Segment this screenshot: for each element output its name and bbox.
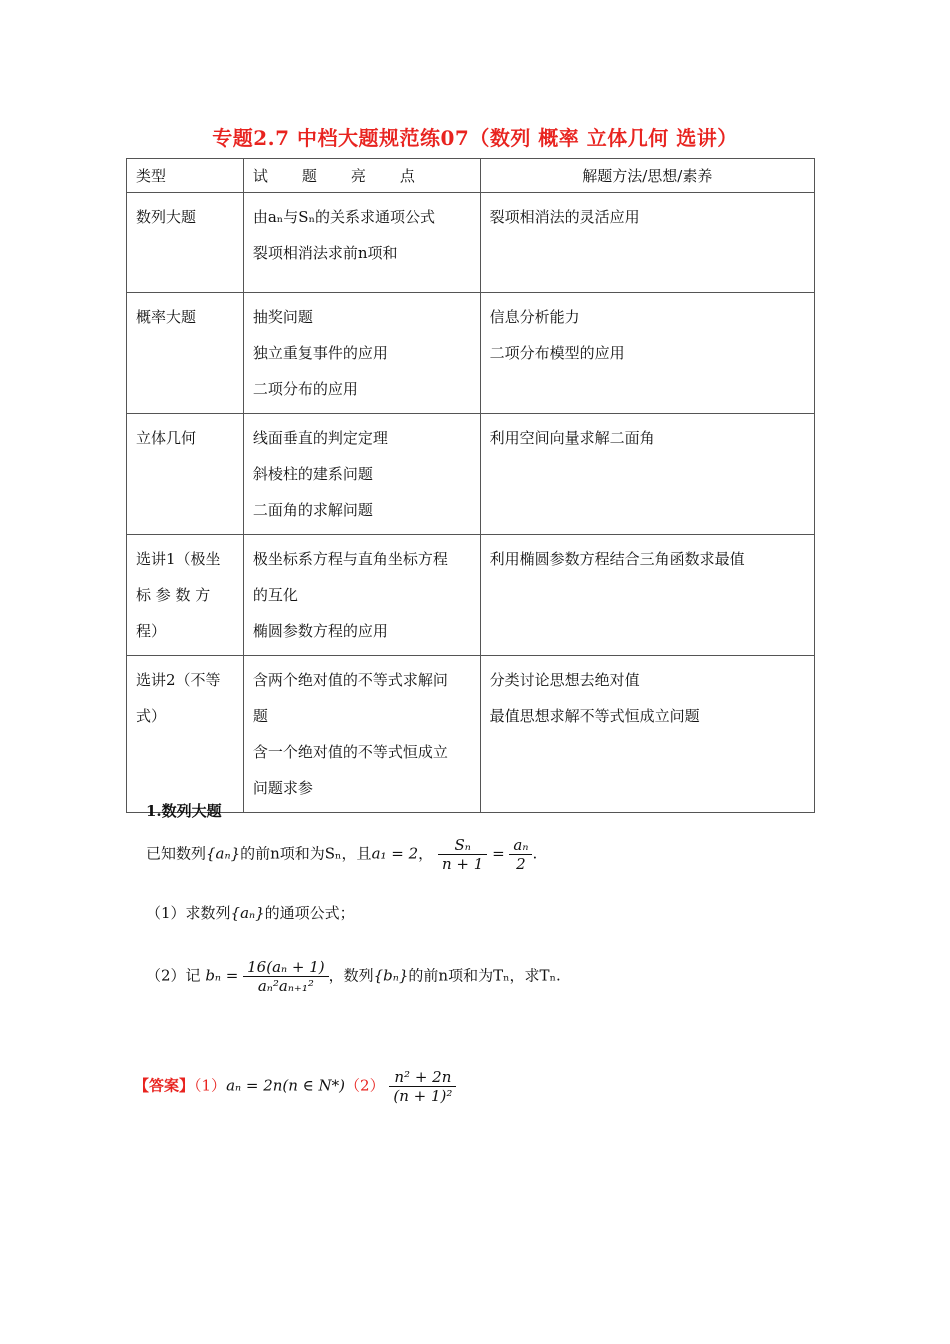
cell-type-line: 标 参 数 方 — [136, 586, 211, 604]
question-1 — [146, 902, 355, 923]
q2-mid: ，数列 — [328, 966, 374, 985]
cell-type-line: 概率大题 — [136, 308, 197, 326]
cell-methods-line: 利用椭圆参数方程结合三角函数求最值 — [489, 550, 745, 568]
q2-prefix: （2）记 — [146, 966, 201, 985]
header-type: 类型 — [127, 159, 244, 193]
q1-seq: {aₙ} — [230, 904, 265, 922]
cell-points-line: 的互化 — [252, 586, 298, 604]
cell-type — [127, 656, 244, 813]
intro-comma: ， — [418, 844, 434, 863]
cell-points-line: 题 — [252, 707, 268, 725]
cell-methods-line: 最值思想求解不等式恒成立问题 — [489, 707, 700, 725]
cell-points-line: 由aₙ与Sₙ的关系求通项公式 — [252, 208, 436, 226]
cell-methods-line: 信息分析能力 — [489, 308, 580, 326]
cell-type — [127, 193, 244, 293]
table-row — [127, 293, 815, 414]
header-points-text: 试题亮点 — [252, 167, 449, 185]
cell-points-line: 含一个绝对值的不等式恒成立 — [252, 743, 448, 761]
answer-line — [134, 1068, 456, 1105]
cell-points-line: 抽奖问题 — [252, 308, 313, 326]
cell-methods-line: 分类讨论思想去绝对值 — [489, 671, 640, 689]
cell-type-line: 立体几何 — [136, 429, 197, 447]
cell-points — [243, 193, 480, 293]
cell-points — [243, 293, 480, 414]
cell-type — [127, 535, 244, 656]
cell-methods — [480, 535, 814, 656]
cell-methods-line: 裂项相消法的灵活应用 — [489, 208, 640, 226]
problem-intro — [146, 836, 537, 873]
bn-num: 16(aₙ + 1) — [247, 958, 325, 976]
bn-den: aₙ²aₙ₊₁² — [243, 976, 328, 995]
cell-points-line: 二面角的求解问题 — [252, 501, 373, 519]
cell-points — [243, 656, 480, 813]
fraction-bn — [243, 958, 328, 995]
page-title: 专题2.7 中档大题规范练07（数列 概率 立体几何 选讲） — [212, 126, 738, 150]
header-points — [243, 159, 480, 193]
cell-methods — [480, 193, 814, 293]
frac1-num: Sₙ — [454, 836, 471, 854]
cell-methods — [480, 414, 814, 535]
cell-type-line: 数列大题 — [136, 208, 197, 226]
answer-part2-fraction — [389, 1068, 456, 1105]
answer-label: 【答案】 — [134, 1076, 195, 1095]
cell-methods-line: 二项分布模型的应用 — [489, 344, 625, 362]
q1-suffix: 的通项公式； — [264, 904, 355, 922]
section-heading: 1.数列大题 — [146, 802, 222, 820]
cell-points-line: 二项分布的应用 — [252, 380, 358, 398]
cell-points-line: 斜棱柱的建系问题 — [252, 465, 373, 483]
cell-points — [243, 535, 480, 656]
cell-type — [127, 414, 244, 535]
question-2 — [146, 958, 561, 995]
intro-end: . — [532, 844, 538, 863]
frac-eq: = — [492, 844, 505, 863]
cell-methods-line: 利用空间向量求解二面角 — [489, 429, 655, 447]
table-row — [127, 656, 815, 813]
answer-part2-tag: （2） — [345, 1076, 385, 1095]
frac1-den: n + 1 — [438, 854, 487, 873]
frac2-num: aₙ — [513, 836, 529, 854]
cell-methods — [480, 656, 814, 813]
table-body — [127, 193, 815, 813]
fraction-sn — [438, 836, 487, 873]
cell-type-line: 选讲1（极坐 — [136, 550, 221, 568]
cell-type — [127, 293, 244, 414]
table-row — [127, 193, 815, 293]
q2-seq: {bₙ} — [373, 966, 409, 985]
cell-type-line: 式） — [136, 707, 167, 725]
intro-a1: a₁ = 2 — [371, 844, 419, 863]
table-row — [127, 535, 815, 656]
answer-part2-num: n² + 2n — [394, 1068, 452, 1086]
intro-mid: 的前n项和为Sₙ，且 — [240, 844, 372, 863]
intro-prefix: 已知数列 — [146, 844, 207, 863]
cell-points-line: 问题求参 — [252, 779, 313, 797]
cell-points — [243, 414, 480, 535]
answer-part1-tag: （1） — [194, 1076, 227, 1095]
cell-points-line: 椭圆参数方程的应用 — [252, 622, 388, 640]
bn-lhs: bₙ = — [205, 966, 239, 985]
frac2-den: 2 — [509, 854, 532, 873]
cell-points-line: 线面垂直的判定定理 — [252, 429, 388, 447]
q1-prefix: （1）求数列 — [146, 904, 231, 922]
cell-points-line: 极坐标系方程与直角坐标方程 — [252, 550, 448, 568]
cell-type-line: 程） — [136, 622, 167, 640]
table-row — [127, 414, 815, 535]
answer-part1-expr: aₙ = 2n(n ∈ N*) — [226, 1076, 346, 1095]
cell-points-line: 含两个绝对值的不等式求解问 — [252, 671, 448, 689]
answer-part2-den: (n + 1)² — [389, 1086, 456, 1105]
q2-suffix: 的前n项和为Tₙ，求Tₙ. — [408, 966, 561, 985]
cell-points-line: 裂项相消法求前n项和 — [252, 244, 398, 262]
header-methods: 解题方法/思想/素养 — [480, 159, 814, 193]
summary-table — [126, 158, 815, 813]
cell-points-line: 独立重复事件的应用 — [252, 344, 388, 362]
table-header-row — [127, 159, 815, 193]
intro-seq: {aₙ} — [206, 844, 241, 863]
cell-methods — [480, 293, 814, 414]
cell-type-line: 选讲2（不等 — [136, 671, 221, 689]
fraction-an — [509, 836, 532, 873]
